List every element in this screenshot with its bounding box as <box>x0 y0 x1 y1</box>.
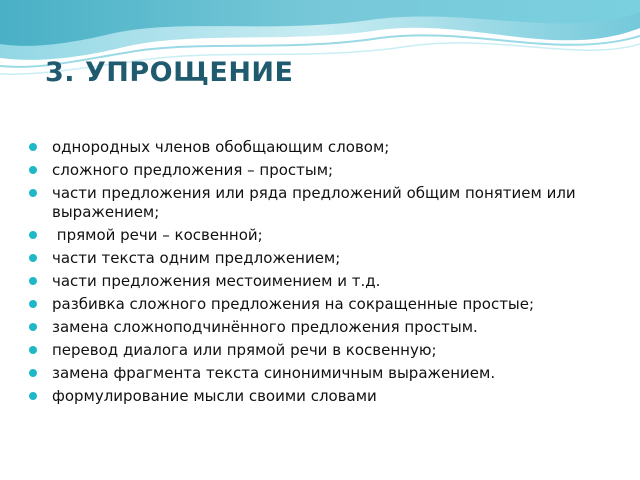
list-item: замена фрагмента текста синонимичным выражением. <box>27 364 627 383</box>
bullet-icon <box>29 323 37 331</box>
list-item: сложного предложения – простым; <box>27 161 627 180</box>
bullet-icon <box>29 277 37 285</box>
bullet-list <box>27 138 627 410</box>
list-item: перевод диалога или прямой речи в косвенную; <box>27 341 627 360</box>
list-item: части предложения или ряда предложений общим понятием или выражением; <box>27 184 627 222</box>
list-item: прямой речи – косвенной; <box>27 226 627 245</box>
list-item: части предложения местоимением и т.д. <box>27 272 627 291</box>
bullet-icon <box>29 143 37 151</box>
bullet-icon <box>29 369 37 377</box>
list-item: разбивка сложного предложения на сокращенные простые; <box>27 295 627 314</box>
bullet-icon <box>29 392 37 400</box>
bullet-icon <box>29 300 37 308</box>
bullet-icon <box>29 166 37 174</box>
list-item: части текста одним предложением; <box>27 249 627 268</box>
bullet-icon <box>29 346 37 354</box>
list-item: формулирование мысли своими словами <box>27 387 627 406</box>
list-item: однородных членов обобщающим словом; <box>27 138 627 157</box>
bullet-icon <box>29 231 37 239</box>
list-item: замена сложноподчинённого предложения простым. <box>27 318 627 337</box>
bullet-icon <box>29 189 37 197</box>
bullet-icon <box>29 254 37 262</box>
slide-title: 3. УПРОЩЕНИЕ <box>45 57 294 88</box>
